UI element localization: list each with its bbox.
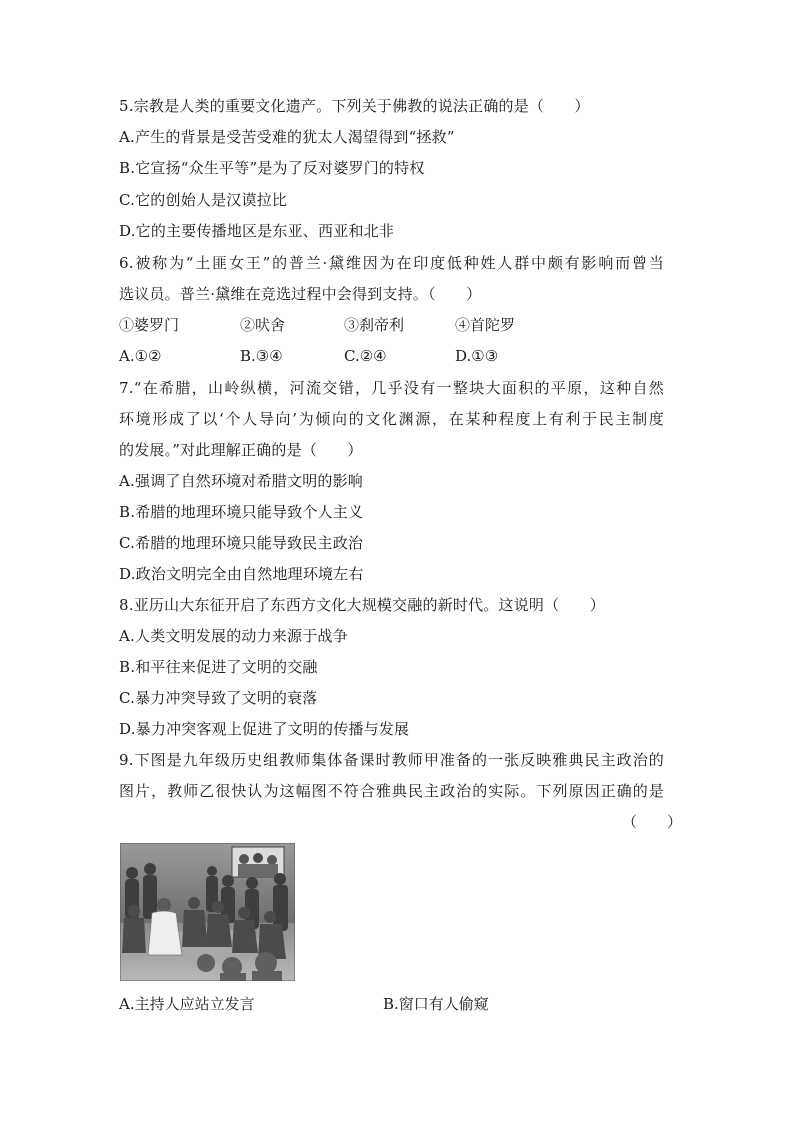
q6-stem-line2: 选议员。普兰·黛维在竞选过程中会得到支持。（ ）: [119, 285, 482, 303]
q6-choice-c: C.②④: [344, 347, 387, 365]
q6-stem-line1: 6.被称为“土匪女王”的普兰·黛维因为在印度低种姓人群中颇有影响而曾当: [119, 254, 664, 272]
q5-stem: 5.宗教是人类的重要文化遗产。下列关于佛教的说法正确的是（ ）: [119, 97, 590, 115]
q7-option-a: A.强调了自然环境对希腊文明的影响: [119, 472, 364, 490]
q6-item-2: ②吠舍: [240, 316, 286, 334]
assembly-illustration-icon: [120, 843, 295, 981]
q6-choice-a: A.①②: [119, 347, 162, 365]
q9-answer-paren: （ ）: [622, 813, 683, 831]
q7-option-c: C.希腊的地理环境只能导致民主政治: [119, 534, 364, 552]
q7-stem-line3: 的发展。”对此理解正确的是（ ）: [119, 441, 363, 459]
q6-choice-d: D.①③: [455, 347, 499, 365]
q9-option-a: A.主持人应站立发言: [119, 995, 255, 1013]
q8-option-a: A.人类文明发展的动力来源于战争: [119, 627, 348, 645]
q7-option-d: D.政治文明完全由自然地理环境左右: [119, 565, 364, 583]
q5-option-a: A.产生的背景是受苦受难的犹太人渴望得到“拯救”: [119, 128, 455, 146]
q7-stem-line2: 环境形成了以‘个人导向’为倾向的文化渊源，在某种程度上有利于民主制度: [119, 410, 664, 428]
q9-option-b: B.窗口有人偷窥: [383, 995, 489, 1013]
q8-option-c: C.暴力冲突导致了文明的衰落: [119, 689, 318, 707]
q8-option-b: B.和平往来促进了文明的交融: [119, 658, 318, 676]
q6-choice-b: B.③④: [240, 347, 283, 365]
q9-stem-line1: 9.下图是九年级历史组教师集体备课时教师甲准备的一张反映雅典民主政治的: [119, 751, 664, 769]
q6-item-1: ①婆罗门: [119, 316, 180, 334]
q8-option-d: D.暴力冲突客观上促进了文明的传播与发展: [119, 720, 410, 738]
q7-stem-line1: 7.“在希腊，山岭纵横，河流交错，几乎没有一整块大面积的平原，这种自然: [119, 379, 664, 397]
q7-option-b: B.希腊的地理环境只能导致个人主义: [119, 503, 364, 521]
q9-stem-line2: 图片，教师乙很快认为这幅图不符合雅典民主政治的实际。下列原因正确的是: [119, 782, 664, 800]
q8-stem: 8.亚历山大东征开启了东西方文化大规模交融的新时代。这说明（ ）: [119, 596, 605, 614]
q5-option-c: C.它的创始人是汉谟拉比: [119, 191, 288, 209]
q5-option-b: B.它宣扬“众生平等”是为了反对婆罗门的特权: [119, 159, 425, 177]
q6-item-4: ④首陀罗: [455, 316, 516, 334]
q5-option-d: D.它的主要传播地区是东亚、西亚和北非: [119, 222, 395, 240]
q6-item-3: ③刹帝利: [344, 316, 405, 334]
